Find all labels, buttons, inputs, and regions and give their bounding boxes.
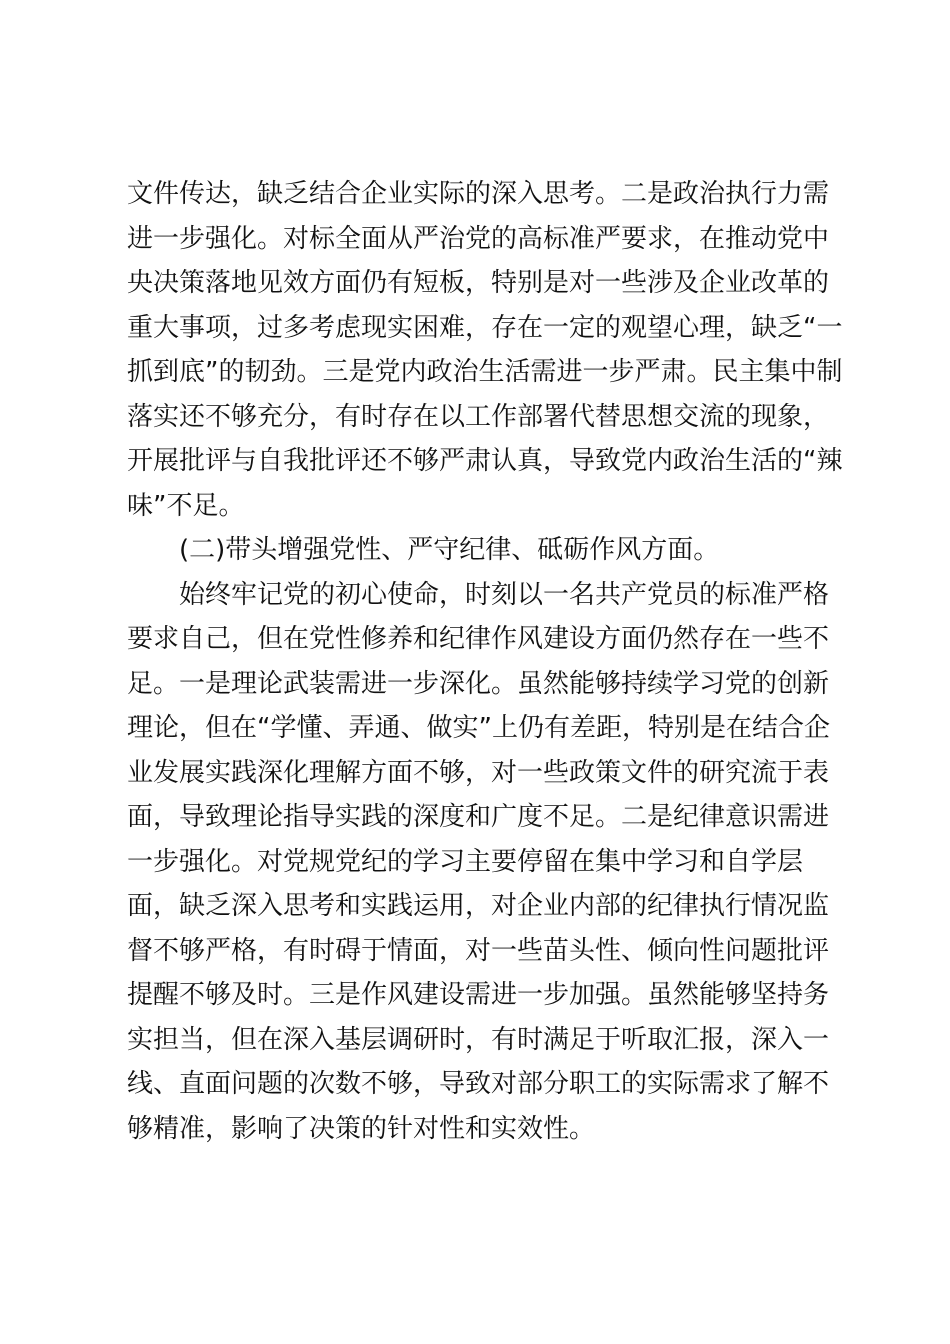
text-line: 线、直面问题的次数不够，导致对部分职工的实际需求了解不 xyxy=(127,1069,830,1099)
text-line: 提醒不够及时。三是作风建设需进一步加强。虽然能够坚持务 xyxy=(127,980,830,1010)
text-line: 一步强化。对党规党纪的学习主要停留在集中学习和自学层 xyxy=(127,846,804,877)
text-line: 业发展实践深化理解方面不够，对一些政策文件的研究流于表 xyxy=(127,757,830,788)
text-line: 实担当，但在深入基层调研时，有时满足于听取汇报，深入一 xyxy=(127,1024,830,1055)
text-line: 文件传达，缺乏结合企业实际的深入思考。二是政治执行力需 xyxy=(127,179,830,209)
text-line: 味”不足。 xyxy=(127,490,245,521)
text-line: 面，缺乏深入思考和实践运用，对企业内部的纪律执行情况监 xyxy=(127,891,830,921)
text-line: 落实还不够充分，有时存在以工作部署代替思想交流的现象， xyxy=(127,401,830,432)
text-line: 始终牢记党的初心使命，时刻以一名共产党员的标准严格 xyxy=(179,579,830,610)
text-line: 理论，但在“学懂、弄通、做实”上仍有差距，特别是在结合企 xyxy=(127,713,830,743)
text-line: 督不够严格，有时碍于情面，对一些苗头性、倾向性问题批评 xyxy=(127,935,830,966)
text-line: 进一步强化。对标全面从严治党的高标准严要求，在推动党中 xyxy=(127,223,830,254)
document-body xyxy=(127,172,843,1151)
text-line: 重大事项，过多考虑现实困难，存在一定的观望心理，缺乏“一 xyxy=(127,312,843,343)
text-line: 够精准，影响了决策的针对性和实效性。 xyxy=(127,1113,596,1144)
text-line: 央决策落地见效方面仍有短板，特别是对一些涉及企业改革的 xyxy=(127,268,830,298)
text-line: 抓到底”的韧劲。三是党内政治生活需进一步严肃。民主集中制 xyxy=(127,357,843,387)
text-line: 面，导致理论指导实践的深度和广度不足。二是纪律意识需进 xyxy=(127,802,830,832)
text-line: 要求自己，但在党性修养和纪律作风建设方面仍然存在一些不 xyxy=(127,624,830,654)
text-line: 开展批评与自我批评还不够严肃认真，导致党内政治生活的“辣 xyxy=(127,446,843,476)
section-heading: (二)带头增强党性、严守纪律、砥砺作风方面。 xyxy=(179,535,720,565)
text-line: 足。一是理论武装需进一步深化。虽然能够持续学习党的创新 xyxy=(127,668,830,699)
